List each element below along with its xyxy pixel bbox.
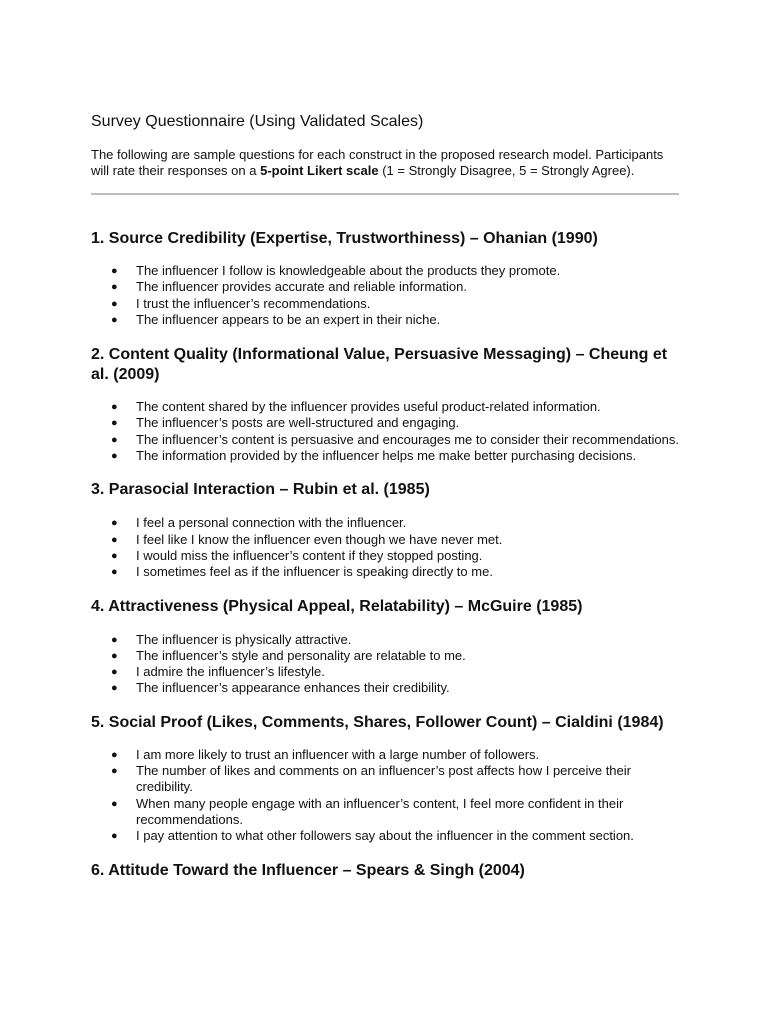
section-list-4 bbox=[91, 632, 679, 697]
bullet-icon: ● bbox=[111, 433, 118, 446]
section-list-5 bbox=[91, 747, 679, 845]
intro-text-bold: 5-point Likert scale bbox=[260, 163, 379, 178]
section-heading-1: 1. Source Credibility (Expertise, Trustworthiness) – Ohanian (1990) bbox=[91, 230, 598, 247]
list-item: ● The content shared by the influencer provides useful product-related information. bbox=[111, 399, 601, 415]
list-item: ● The influencer’s appearance enhances their credibility. bbox=[111, 680, 450, 696]
bullet-icon: ● bbox=[111, 633, 118, 646]
bullet-icon: ● bbox=[111, 666, 118, 679]
bullet-icon: ● bbox=[111, 450, 118, 463]
document-title: Survey Questionnaire (Using Validated Scales) bbox=[91, 113, 424, 130]
section-heading-3: 3. Parasocial Interaction – Rubin et al. (1985) bbox=[91, 481, 430, 499]
bullet-icon: ● bbox=[111, 549, 118, 562]
list-item: ● I feel like I know the influencer even though we have never met. bbox=[111, 531, 503, 547]
bullet-icon: ● bbox=[111, 765, 118, 778]
horizontal-rule bbox=[91, 193, 679, 195]
section-heading-6: 6. Attitude Toward the Influencer – Spears & Singh (2004) bbox=[91, 861, 525, 879]
list-item: ● The influencer I follow is knowledgeable about the products they promote. bbox=[111, 263, 561, 278]
bullet-icon: ● bbox=[111, 401, 118, 414]
bullet-icon: ● bbox=[111, 682, 118, 695]
list-item: ● I sometimes feel as if the influencer is speaking directly to me. bbox=[111, 564, 493, 580]
list-item: ● I admire the influencer’s lifestyle. bbox=[111, 664, 325, 680]
section-heading-4: 4. Attractiveness (Physical Appeal, Relatability) – McGuire (1985) bbox=[91, 597, 583, 615]
bullet-icon: ● bbox=[111, 830, 118, 843]
list-item: ● I would miss the influencer’s content if they stopped posting. bbox=[111, 547, 483, 563]
list-item: ● The influencer provides accurate and reliable information. bbox=[111, 279, 467, 295]
bullet-icon: ● bbox=[111, 417, 118, 430]
section-heading-5: 5. Social Proof (Likes, Comments, Shares, Follower Count) – Cialdini (1984) bbox=[91, 713, 664, 731]
section-list-1 bbox=[91, 263, 679, 328]
list-item: ● The influencer’s style and personality are relatable to me. bbox=[111, 647, 466, 663]
intro-text-before: The following are sample questions for each construct in the proposed research model. Participants will rate their responses on a bbox=[91, 147, 664, 178]
bullet-icon: ● bbox=[111, 517, 118, 530]
section-list-2 bbox=[91, 399, 679, 464]
bullet-icon: ● bbox=[111, 649, 118, 662]
bullet-icon: ● bbox=[111, 313, 118, 326]
intro-paragraph bbox=[91, 147, 679, 179]
section-heading-2: 2. Content Quality (Informational Value, Persuasive Messaging) – Cheung et al. (2009) bbox=[91, 346, 668, 384]
list-item: ● The influencer’s posts are well-structured and engaging. bbox=[111, 415, 460, 431]
list-item: ● The influencer is physically attractive. bbox=[111, 631, 352, 647]
bullet-icon: ● bbox=[111, 533, 118, 546]
bullet-icon: ● bbox=[111, 748, 118, 761]
list-item: ● The information provided by the influencer helps me make better purchasing decisions. bbox=[111, 448, 637, 464]
intro-text-after: (1 = Strongly Disagree, 5 = Strongly Agree). bbox=[378, 163, 635, 178]
list-item: ● I am more likely to trust an influencer with a large number of followers. bbox=[111, 746, 540, 762]
list-item: ● I pay attention to what other followers say about the influencer in the comment section. bbox=[111, 828, 634, 844]
list-item: ● The number of likes and comments on an influencer’s post affects how I perceive their credibility. bbox=[111, 763, 631, 795]
bullet-icon: ● bbox=[111, 265, 118, 277]
bullet-icon: ● bbox=[111, 297, 118, 310]
list-item: ● The influencer’s content is persuasive and encourages me to consider their recommendations. bbox=[111, 431, 679, 447]
section-list-3 bbox=[91, 515, 679, 580]
list-item: ● I trust the influencer’s recommendations. bbox=[111, 295, 371, 311]
list-item: ● When many people engage with an influencer’s content, I feel more confident in their recommendations. bbox=[111, 795, 624, 827]
bullet-icon: ● bbox=[111, 281, 118, 294]
bullet-icon: ● bbox=[111, 566, 118, 579]
list-item: ● I feel a personal connection with the influencer. bbox=[111, 515, 407, 531]
document-page bbox=[91, 112, 679, 881]
bullet-icon: ● bbox=[111, 797, 118, 810]
list-item: ● The influencer appears to be an expert in their niche. bbox=[111, 311, 441, 327]
